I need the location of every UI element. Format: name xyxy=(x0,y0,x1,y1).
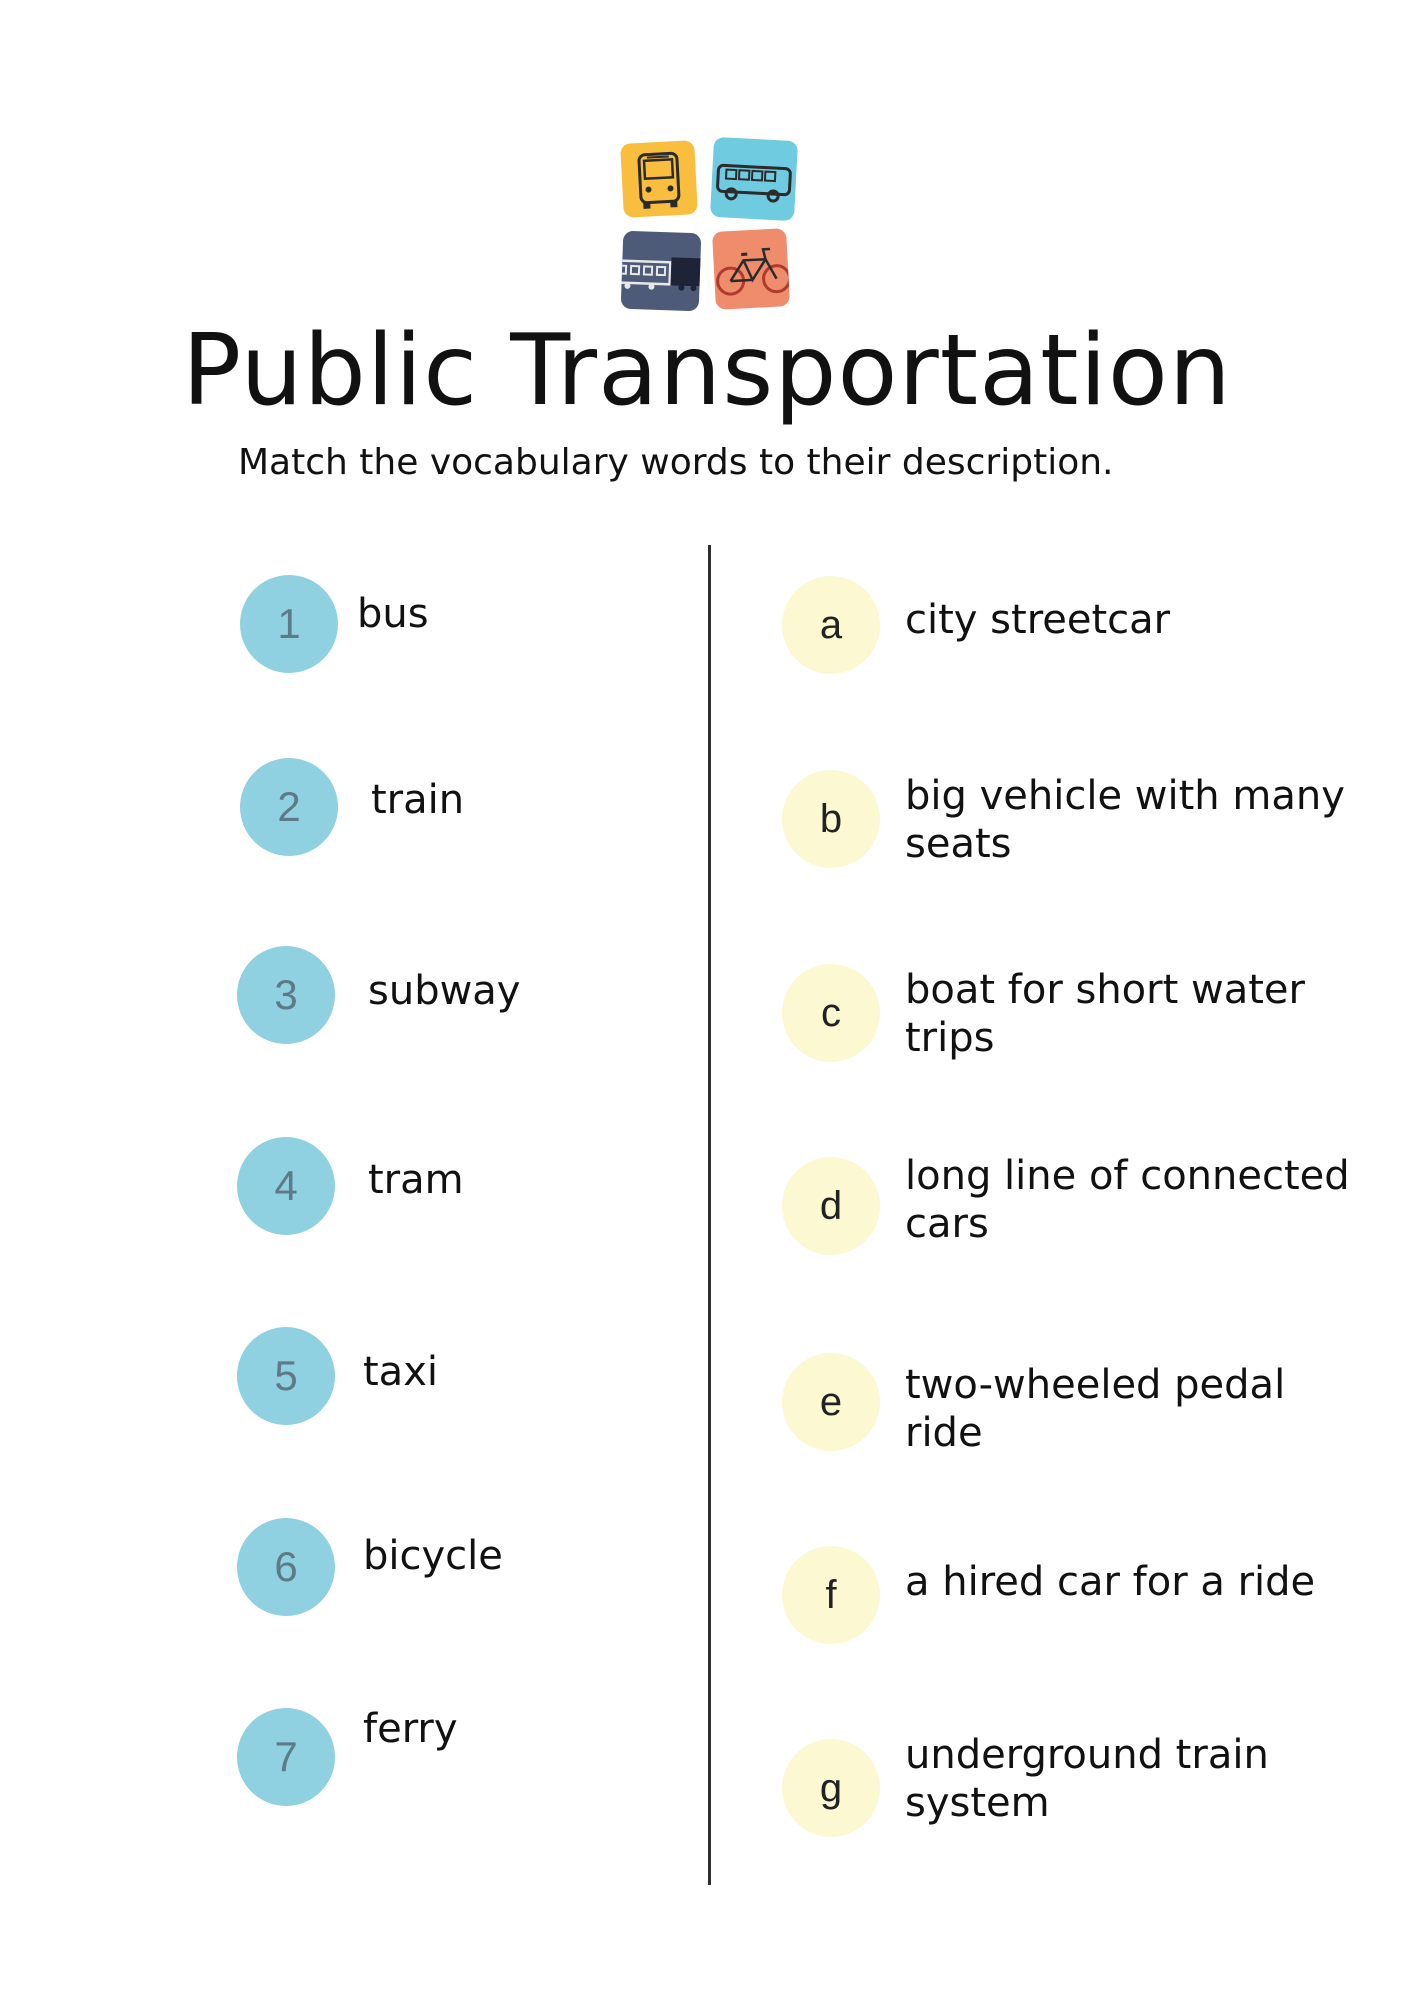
letter-circle: c xyxy=(782,964,880,1062)
vocab-word: subway xyxy=(368,968,521,1014)
column-divider xyxy=(708,545,711,1885)
page-title: Public Transportation xyxy=(182,314,1232,428)
coach-bus-icon xyxy=(710,137,798,221)
vocab-word: ferry xyxy=(363,1706,458,1752)
letter-circle: f xyxy=(782,1546,880,1644)
description-text: underground train system xyxy=(905,1732,1269,1826)
number-circle: 7 xyxy=(237,1708,335,1806)
vocab-word: train xyxy=(371,777,465,823)
number-circle: 2 xyxy=(240,758,338,856)
letter-circle: a xyxy=(782,576,880,674)
train-icon xyxy=(621,231,702,312)
bus-icon xyxy=(620,140,698,218)
description-text: two-wheeled pedal ride xyxy=(905,1362,1286,1456)
instructions-text: Match the vocabulary words to their description. xyxy=(238,442,1114,483)
description-text: long line of connected cars xyxy=(905,1153,1350,1247)
description-text: big vehicle with many seats xyxy=(905,773,1345,867)
letter-circle: d xyxy=(782,1157,880,1255)
description-text: city streetcar xyxy=(905,597,1171,643)
vocab-word: bicycle xyxy=(363,1533,503,1579)
number-circle: 1 xyxy=(240,575,338,673)
vocab-word: bus xyxy=(357,591,429,637)
vocab-word: tram xyxy=(368,1157,464,1203)
letter-circle: e xyxy=(782,1353,880,1451)
letter-circle: b xyxy=(782,770,880,868)
description-text: boat for short water trips xyxy=(905,967,1305,1061)
number-circle: 5 xyxy=(237,1327,335,1425)
number-circle: 4 xyxy=(237,1137,335,1235)
number-circle: 6 xyxy=(237,1518,335,1616)
vocab-word: taxi xyxy=(363,1349,438,1395)
letter-circle: g xyxy=(782,1739,880,1837)
description-text: a hired car for a ride xyxy=(905,1559,1316,1605)
transport-logo xyxy=(612,137,812,312)
bicycle-icon xyxy=(712,228,790,310)
number-circle: 3 xyxy=(237,946,335,1044)
